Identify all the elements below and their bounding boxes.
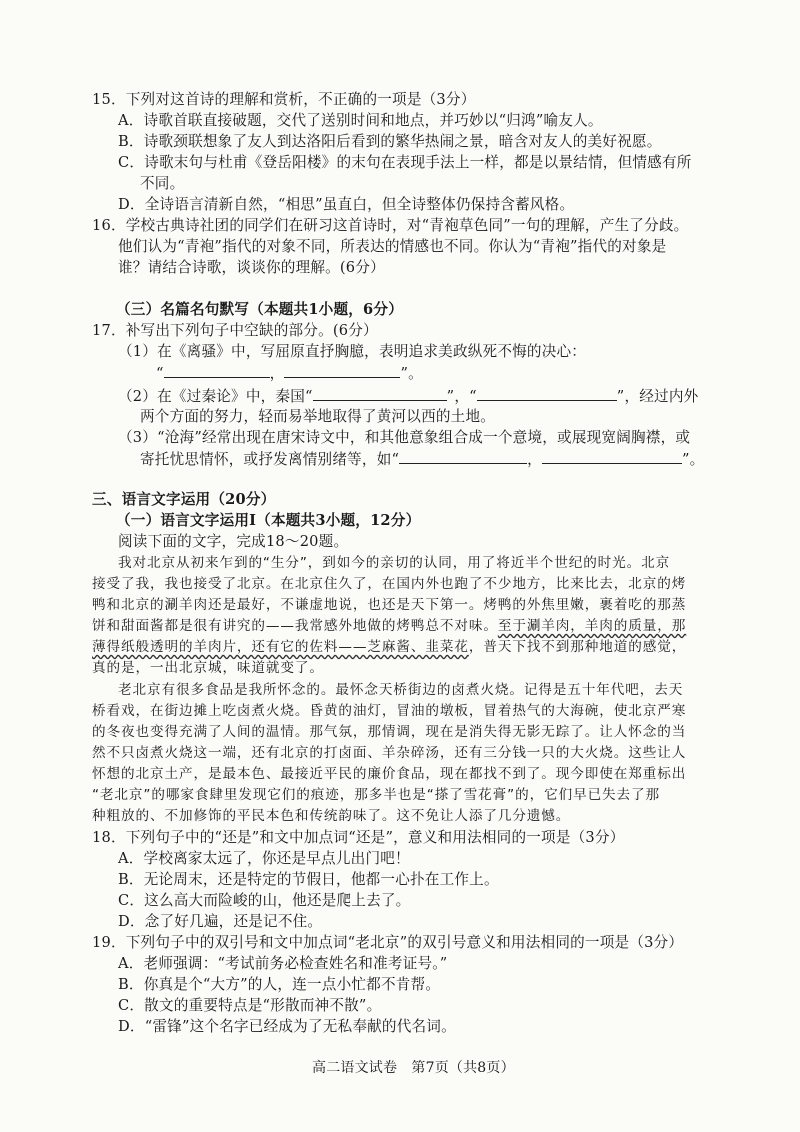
q19-option-d: D．“雷锋”这个名字已经成为了无私奉献的代名词。 [118,1018,456,1035]
answer-blank-4[interactable] [477,386,617,401]
reading-instruction: 阅读下面的文字，完成18～20题。 [118,533,349,550]
q19-option-a: A．老师强调：“考试前务必检查姓名和准考证号。” [118,955,448,972]
q19-stem: 19．下列句子中的双引号和文中加点词“老北京”的双引号意义和用法相同的一项是（3分） [92,934,684,951]
q17-part-1: （1）在《离骚》中，写屈原直抒胸臆，表明追求美政纵死不悔的决心： [118,343,587,360]
passage-line: 怀想的北京土产，是最本色、最接近平民的廉价食品，现在都找不到了。现今即使在郑重标出 [92,766,687,782]
q17-part-2-cont: 两个方面的努力，轻而易举地取得了黄河以西的土地。 [140,408,496,425]
passage-wavy-underline: 至于涮羊肉，羊肉的质量，那 [497,618,687,634]
q17-part-2 [118,386,698,407]
passage-text: ，普天下找不到那种地道的感觉， [468,639,687,655]
q16-line-2: 他们认为“青袍”指代的对象不同，所表达的情感也不同。你认为“青袍”指代的对象是 [118,238,667,255]
quote-close: ”。 [681,451,705,468]
q17-part-3-blanks [140,449,704,470]
passage-wavy-underline: 薄得纸般透明的羊肉片，还有它的佐料——芝麻酱、韭菜花 [92,639,469,655]
q15-option-c: C．诗歌末句与杜甫《登岳阳楼》的末句在表现手法上一样，都是以景结情，但情感有所 [118,154,692,171]
q15-option-c-cont: 不同。 [140,175,185,192]
q16-line-3: 谁？请结合诗歌，谈谈你的理解。(6分） [118,259,385,276]
q17-part-2-tail: ”，经过内外 [616,388,699,405]
comma: ， [269,365,285,382]
q18-option-d: D．念了好几遍，还是记不住。 [118,913,323,930]
q17-part-2-mid: ”，“ [446,388,477,405]
q18-option-b: B．无论周末，还是特定的节假日，他都一心扑在工作上。 [118,871,499,888]
passage-line: 老北京有很多食品是我所怀念的。最怀念天桥街边的卤煮火烧。记得是五十年代吧，去天 [118,682,684,698]
q15-option-d: D．全诗语言清新自然，“相思”虽直白，但全诗整体仍保持含蓄风格。 [118,196,575,213]
passage-line [92,616,686,636]
passage-line [92,637,686,657]
q18-option-c: C．这么高大而险峻的山，他还是爬上去了。 [118,892,411,909]
passage-line: 鸭和北京的涮羊肉还是最好，不谦虚地说，也还是天下第一。烤鸭的外焦里嫩，裹着吃的那蒸 [92,597,687,613]
q18-stem: 18．下列句子中的“还是”和文中加点词“还是”，意义和用法相同的一项是（3分） [92,829,625,846]
passage-line: 的冬夜也变得充满了人间的温情。那气氛，那情调，现在是消失得无影无踪了。让人怀念的当 [92,724,687,740]
answer-blank-3[interactable] [313,386,447,401]
q19-option-b: B．你真是个“大方”的人，连一点小忙都不肯帮。 [118,976,441,993]
passage-line: “老北京”的哪家食肆里发现它们的痕迹，那多半也是“搽了雪花膏”的，它们早已失去了那 [92,787,661,803]
part3-heading: 三、语言文字运用（20分） [92,491,276,508]
passage-text: 饼和甜面酱都是很有讲究的——我常感外地做的烤鸭总不对味。 [92,618,498,634]
q15-stem: 15．下列对这首诗的理解和赏析，不正确的一项是（3分） [92,91,476,108]
passage-line: 接受了我，我也接受了北京。在北京住久了，在国内外也跑了不少地方，比来比去，北京的烤 [92,576,687,592]
q15-option-b: B．诗歌颈联想象了友人到达洛阳后看到的繁华热闹之景，暗含对友人的美好祝愿。 [118,133,662,150]
comma: ， [527,451,542,468]
page-footer: 高二语文试卷 第7页（共8页） [312,1060,515,1076]
q16-line-1: 16．学校古典诗社团的同学们在研习这首诗时，对“青袍草色同”一句的理解，产生了分歧。 [92,217,689,234]
answer-blank-5[interactable] [399,449,527,464]
answer-blank-2[interactable] [284,363,400,378]
q17-stem: 17．补写出下列句子中空缺的部分。(6分） [92,322,378,339]
quote-open: “ [156,365,164,382]
q18-option-a: A．学校离家太远了，你还是早点儿出门吧！ [118,850,410,867]
q17-part-1-blanks [156,363,423,384]
passage-line: 然不只卤煮火烧这一端，还有北京的打卤面、羊杂碎汤，还有三分钱一只的大火烧。这些让人 [92,745,687,761]
part3-subheading: （一）语言文字运用Ⅰ（本题共3小题，12分） [116,512,421,529]
q17-part-2-lead: （2）在《过秦论》中，秦国“ [118,388,313,405]
passage-line: 真的是，一出北京城，味道就变了。 [92,660,324,676]
passage-line: 种粗放的、不加修饰的平民本色和传统韵味了。这不免让人添了几分遗憾。 [92,808,571,824]
q17-part-3-lead: 寄托忧思情怀，或抒发离情别绪等，如“ [140,451,400,468]
passage-line: 桥看戏，在街边摊上吃卤煮火烧。昏黄的油灯，冒油的墩板，冒着热气的大海碗，使北京严寒 [92,703,687,719]
answer-blank-1[interactable] [164,363,270,378]
q19-option-c: C．散文的重要特点是“形散而神不散”。 [118,997,382,1014]
section-famous-lines: （三）名篇名句默写（本题共1小题，6分） [116,301,403,318]
quote-close: ”。 [400,365,423,382]
q17-part-3: （3）“沧海”经常出现在唐宋诗文中，和其他意象组合成一个意境，或展现宽阔胸襟，或 [118,429,691,446]
answer-blank-6[interactable] [542,449,682,464]
q15-option-a: A．诗歌首联直接破题，交代了送别时间和地点，并巧妙以“归鸿”喻友人。 [118,112,603,129]
passage-line: 我对北京从初来乍到的“生分”，到如今的亲切的认同，用了将近半个世纪的时光。北京 [118,555,671,571]
